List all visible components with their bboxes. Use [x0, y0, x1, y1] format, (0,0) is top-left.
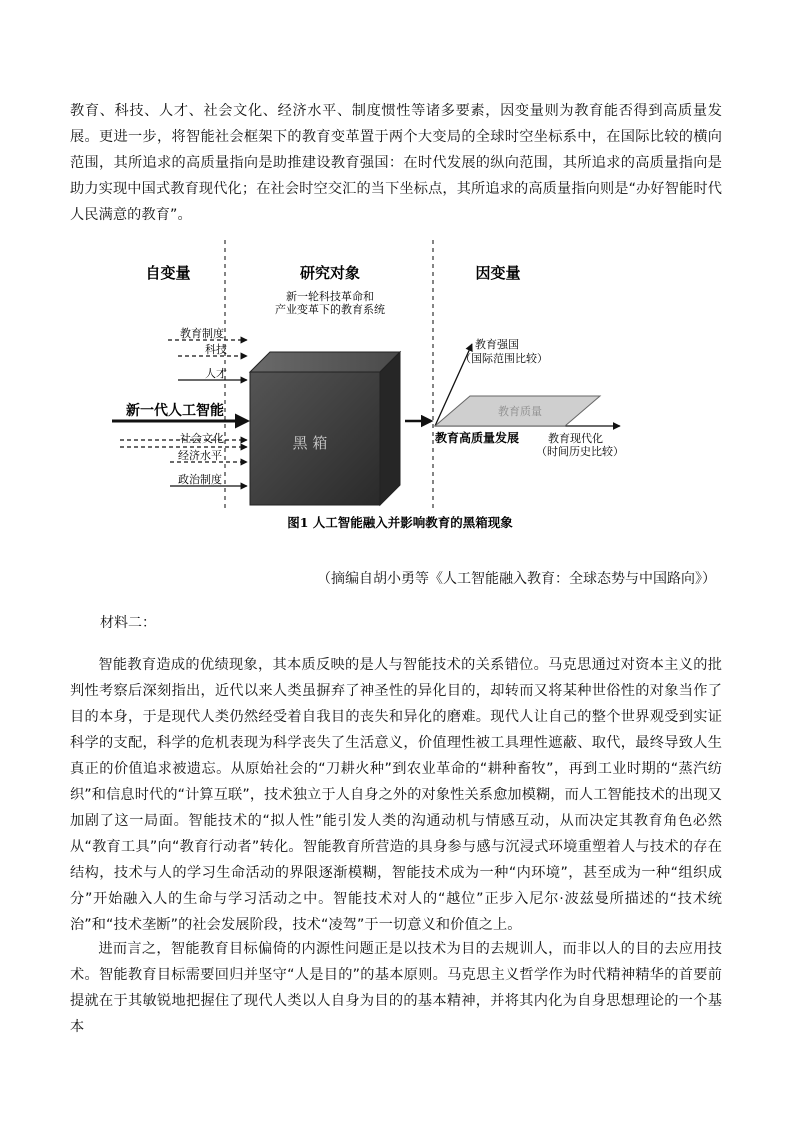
- header-research-object: 研究对象: [299, 264, 361, 282]
- axis-label-education-power: 教育强国: [475, 338, 519, 351]
- input-label-political-system: 政治制度: [178, 473, 222, 486]
- research-object-subtitle-line1: 新一轮科技革命和: [286, 290, 374, 303]
- header-dependent-variable: 因变量: [475, 264, 521, 282]
- input-label-education-system: 教育制度: [180, 327, 224, 340]
- input-label-talent: 人才: [205, 367, 227, 380]
- paragraph-2: 智能教育造成的优绩现象，其本质反映的是人与智能技术的关系错位。马克思通过对资本主义的批判性考察后深刻指出，近代以来人类虽摒弃了神圣性的异化目的，却转而又将某种世俗性的对象当作了目的本身，于是现代人类仍然经受着自我目的丧失和异化的磨难。现代人让自己的整个世界观受到实证科学的支配，科学的危机表现为科学丧失了生活意义，价值理性被工具理性遮蔽、取代，最终导致人生真正的价值追求被遗忘。从原始社会的“刀耕火种”到农业革命的“耕种畜牧”，再到工业时期的“蒸汽纺织”和信息时代的“计算互联”，技术独立于人自身之外的对象性关系愈加模糊，而人工智能技术的出现又加剧了这一局面。智能技术的“拟人性”能引发人类的沟通动机与情感互动，从而决定其教育角色必然从“教育工具”向“教育行动者”转化。智能教育所营造的具身参与感与沉浸式环境重塑着人与技术的存在结构，技术与人的学习生命活动的界限逐渐模糊，智能技术成为一种“内环境”，甚至成为一种“组织成分”开始融入人的生命与学习活动之中。智能技术对人的“越位”正步入尼尔·波兹曼所描述的“技术统治”和“技术垄断”的社会发展阶段，技术“凌驾”于一切意义和价值之上。: [70, 657, 722, 933]
- plane-label: 教育质量: [498, 405, 542, 418]
- axis-label-modernization: 教育现代化: [548, 432, 603, 445]
- input-label-social-culture: 社会文化: [180, 432, 224, 445]
- axis-label-international-comparison: （国际范围比较）: [460, 352, 548, 365]
- black-box-figure: [100, 240, 700, 540]
- main-input-label: 新一代人工智能: [126, 403, 224, 419]
- figure-caption: 图1 人工智能融入并影响教育的黑箱现象: [287, 515, 513, 530]
- material-label: 材料二：: [100, 615, 156, 631]
- source-note: （摘编自胡小勇等《人工智能融入教育：全球态势与中国路向》）: [317, 571, 716, 587]
- input-label-economic-level: 经济水平: [178, 449, 222, 462]
- paragraph-3: 进而言之，智能教育目标偏倚的内源性问题正是以技术为目的去规训人，而非以人的目的去应用技术。智能教育目标需要回归并坚守“人是目的”的基本原则。马克思主义哲学作为时代精神精华的首要前提就在于其敏锐地把握住了现代人类以人自身为目的的基本精神，并将其内化为自身思想理论的一个基本: [70, 941, 722, 1035]
- input-label-technology: 科技: [205, 343, 227, 356]
- black-box-label: 黑 箱: [292, 434, 328, 452]
- axis-origin-label: 教育高质量发展: [435, 431, 520, 445]
- research-object-subtitle-line2: 产业变革下的教育系统: [275, 303, 385, 316]
- black-box-cube: [250, 352, 400, 505]
- header-independent-variable: 自变量: [145, 264, 191, 282]
- intro-paragraph: 教育、科技、人才、社会文化、经济水平、制度惯性等诸多要素，因变量则为教育能否得到高质量发展。更进一步，将智能社会框架下的教育变革置于两个大变局的全球时空坐标系中，在国际比较的横向范围，其所追求的高质量指向是助推建设教育强国：在时代发展的纵向范围，其所追求的高质量指向是助力实现中国式教育现代化；在社会时空交汇的当下坐标点，其所追求的高质量指向则是“办好智能时代人民满意的教育”。: [70, 103, 722, 223]
- axis-label-historical-comparison: （时间历史比较）: [536, 445, 624, 458]
